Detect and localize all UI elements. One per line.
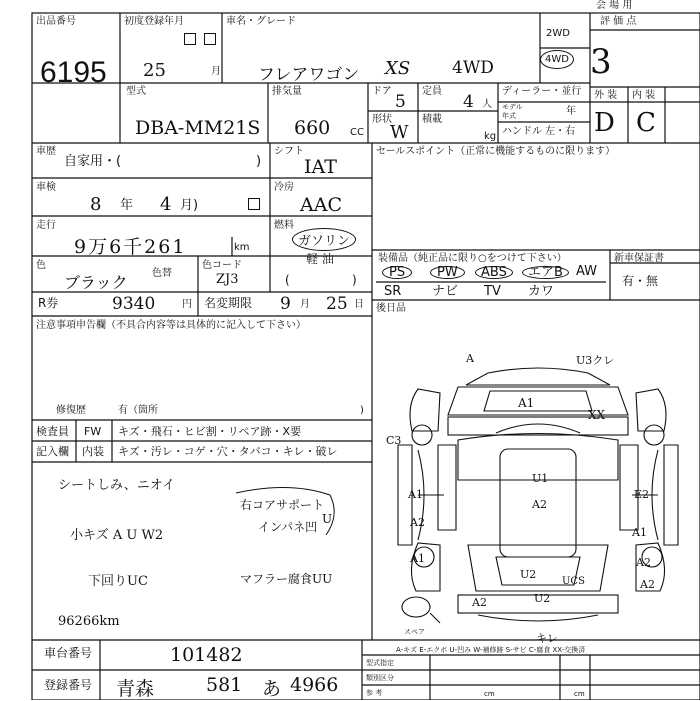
lot-number: 6195 <box>40 56 107 89</box>
usage-label: 車歴 <box>36 146 56 157</box>
shape-value: W <box>390 122 409 143</box>
recycle-label: R券 <box>38 296 59 310</box>
fw-label: FW <box>84 425 102 438</box>
mileage-label: 走行 <box>36 220 56 231</box>
damage-legend: A-キズ E-エクボ U-凹み W-補修跡 S-サビ C-腐食 XX-交換済 <box>396 646 586 654</box>
mileage-value: 9万6千261 <box>74 236 187 258</box>
capacity-label: 定員 <box>422 86 442 97</box>
car-name: フレアワゴン <box>258 65 360 85</box>
equipment-aw: AW <box>576 264 598 279</box>
equipment-tv: TV <box>484 284 501 299</box>
shift-label: シフト <box>274 146 304 157</box>
diagram-label-a2-left: A2 <box>410 516 425 529</box>
plate-label: 登録番号 <box>44 678 93 692</box>
diagram-label-a2-center: A2 <box>532 498 547 511</box>
equipment-airbag: エアB <box>522 266 569 279</box>
usage-value: 自家用・( <box>64 154 122 169</box>
diagram-label-c3: C3 <box>386 434 402 447</box>
chassis-number: 101482 <box>170 644 243 666</box>
year-unit: 年 <box>566 106 576 117</box>
yen-unit: 円 <box>182 299 192 310</box>
displacement-value: 660 <box>294 117 331 139</box>
inspection-month: 4 <box>160 194 172 215</box>
repair-value: 有（箇所 <box>118 405 158 416</box>
inspection-month-unit: 月) <box>180 198 199 213</box>
drive-2wd: 2WD <box>546 28 570 39</box>
diagram-label-u2-rear: U2 <box>534 592 551 605</box>
note-muffler: マフラー腐食UU <box>240 572 333 586</box>
diagram-label-u1: U1 <box>532 472 549 485</box>
note-core-support: 右コアサポート <box>240 498 325 512</box>
diagram-label-a2-right-lower: A2 <box>640 578 655 591</box>
cm-unit: cm <box>484 690 495 698</box>
recycle-amount: 9340 <box>112 294 156 314</box>
diagram-label-ucs: UCS <box>562 576 585 587</box>
model-year-label-2: 年式 <box>502 112 516 120</box>
diagram-label-xx: XX <box>588 408 606 422</box>
interior-label: 内 装 <box>632 90 656 101</box>
equipment-sr: SR <box>384 284 402 299</box>
drive-4wd: 4WD <box>540 50 574 69</box>
equipment-ps: PS <box>382 266 412 279</box>
diagram-label-a: A <box>466 352 474 365</box>
note-bracket <box>230 485 350 545</box>
equipment-abs: ABS <box>475 266 513 279</box>
name-change-month: 9 <box>280 294 291 314</box>
interior-items: キズ・汚レ・コゲ・穴・タバコ・キレ・破レ <box>118 445 338 458</box>
equipment-label: 装備品（純正品に限り○をつけて下さい） <box>378 253 567 264</box>
diagram-label-a1-rear-left: A1 <box>410 552 425 565</box>
note-u: U <box>322 512 333 526</box>
color-change-label: 色替 <box>152 268 172 279</box>
spec-label-3: 参 考 <box>366 689 383 697</box>
capacity-value: 4 <box>463 92 474 112</box>
warranty-value: 有・無 <box>622 274 659 288</box>
lot-number-label: 出品番号 <box>36 16 76 27</box>
checkbox-box <box>248 198 260 210</box>
checkbox-box <box>184 33 196 45</box>
doors-value: 5 <box>395 92 406 112</box>
note-seat-stain: シートしみ、ニオイ <box>58 478 176 493</box>
car-name-label: 車名・グレード <box>226 16 296 27</box>
usage-close: ) <box>256 154 262 169</box>
chassis-number-label: 車台番号 <box>44 646 93 660</box>
ac-value: AAC <box>300 194 342 216</box>
repair-label: 修復歴 <box>56 405 86 416</box>
diagram-label-e2: E2 <box>634 488 650 501</box>
diagram-label-a2-rear-right: A2 <box>636 556 651 569</box>
first-registration-label: 初度登録年月 <box>124 16 184 27</box>
note-underbody: 下回りUC <box>88 574 148 589</box>
plate-number: 4966 <box>290 674 339 696</box>
note-mileage: 96266km <box>58 614 120 629</box>
shift-value: IAT <box>304 156 337 178</box>
exterior-label: 外 装 <box>594 90 618 101</box>
displacement-label: 排気量 <box>272 86 302 97</box>
diagram-label-a1-left: A1 <box>408 488 423 501</box>
cc-unit: CC <box>350 127 364 138</box>
car-grade: XS <box>385 58 411 79</box>
doors-label: ドア <box>372 86 392 97</box>
month-unit: 月 <box>211 66 221 77</box>
model-label: 型式 <box>126 86 146 97</box>
color-code-label: 色コード <box>202 260 242 271</box>
name-change-label: 名変期限 <box>204 296 253 310</box>
inspection-year-unit: 年 <box>120 198 134 213</box>
diagram-label-a1-right: A1 <box>632 526 647 539</box>
warranty-label: 新車保証書 <box>614 253 664 264</box>
name-change-day: 25 <box>326 294 348 314</box>
kire-label: キレ <box>536 632 558 645</box>
cm-unit: cm <box>574 690 585 698</box>
aftermarket-label: 後日品 <box>376 303 406 314</box>
note-instrument-panel: インパネ凹 <box>258 520 318 534</box>
diagram-label-u2-upper: U2 <box>520 568 537 581</box>
spare-label: スペア <box>404 628 425 636</box>
fuel-value: ガソリン <box>292 228 356 251</box>
checkbox-box <box>204 33 216 45</box>
day-unit: 日 <box>354 299 364 310</box>
inspector-label-2: 記入欄 <box>36 445 69 458</box>
interior-grade: C <box>636 108 656 138</box>
model-year-label-1: モデル <box>502 103 523 111</box>
fuel-paren-close: ) <box>352 273 357 287</box>
fuel-paren-open: ( <box>285 273 290 287</box>
first-registration-year: 25 <box>143 60 166 81</box>
diagram-label-u3: U3クレ <box>576 354 615 367</box>
inspector-label-1: 検査員 <box>36 425 69 438</box>
color-label: 色 <box>36 260 46 271</box>
score-label: 評 価 点 <box>600 16 637 27</box>
month-unit: 月 <box>300 299 310 310</box>
fuel-alt: 軽 油 <box>306 252 334 266</box>
notes-label: 注意事項申告欄（不具合内容等は具体的に記入して下さい） <box>36 320 306 331</box>
spec-label-1: 型式指定 <box>366 659 394 667</box>
sales-point-label: セールスポイント（正常に機能するものに限ります） <box>376 146 616 157</box>
shape-label: 形状 <box>372 114 392 125</box>
equipment-navi: ナビ <box>432 284 459 299</box>
color-value: ブラック <box>64 273 128 292</box>
model-code: DBA-MM21S <box>135 117 261 139</box>
repair-close: ) <box>360 405 364 416</box>
drive-handwritten: 4WD <box>452 58 494 78</box>
diagram-label-a1: A1 <box>518 396 535 410</box>
fuel-label: 燃料 <box>274 220 294 231</box>
note-small-scratch: 小キズ A U W2 <box>70 528 164 543</box>
inspection-year: 8 <box>90 194 102 215</box>
dealer-label: ディーラー・並行 <box>502 86 582 97</box>
diagram-label-a2-rear: A2 <box>472 596 487 609</box>
plate-class: 581 <box>206 674 243 696</box>
spec-label-2: 類別区分 <box>366 674 394 682</box>
color-code-value: ZJ3 <box>216 272 239 287</box>
ac-label: 冷房 <box>274 182 294 193</box>
handle-label: ハンドル 左・右 <box>502 126 576 137</box>
equipment-kawa: カワ <box>528 284 555 299</box>
top-right-partial: 会 場 用 <box>596 0 633 11</box>
load-label: 積載 <box>422 114 442 125</box>
plate-kana: あ <box>262 678 282 700</box>
kg-unit: kg <box>484 131 497 142</box>
score-value: 3 <box>590 42 612 82</box>
exterior-grade: D <box>594 108 615 138</box>
km-unit: km <box>234 242 250 253</box>
capacity-unit: 人 <box>482 99 492 110</box>
fw-items: キズ・飛石・ヒビ割・リペア跡・X要 <box>118 425 302 438</box>
equipment-pw: PW <box>430 266 465 279</box>
interior-inspect-label: 内装 <box>82 445 104 458</box>
plate-region: 青森 <box>116 678 155 700</box>
inspection-label: 車検 <box>36 182 56 193</box>
